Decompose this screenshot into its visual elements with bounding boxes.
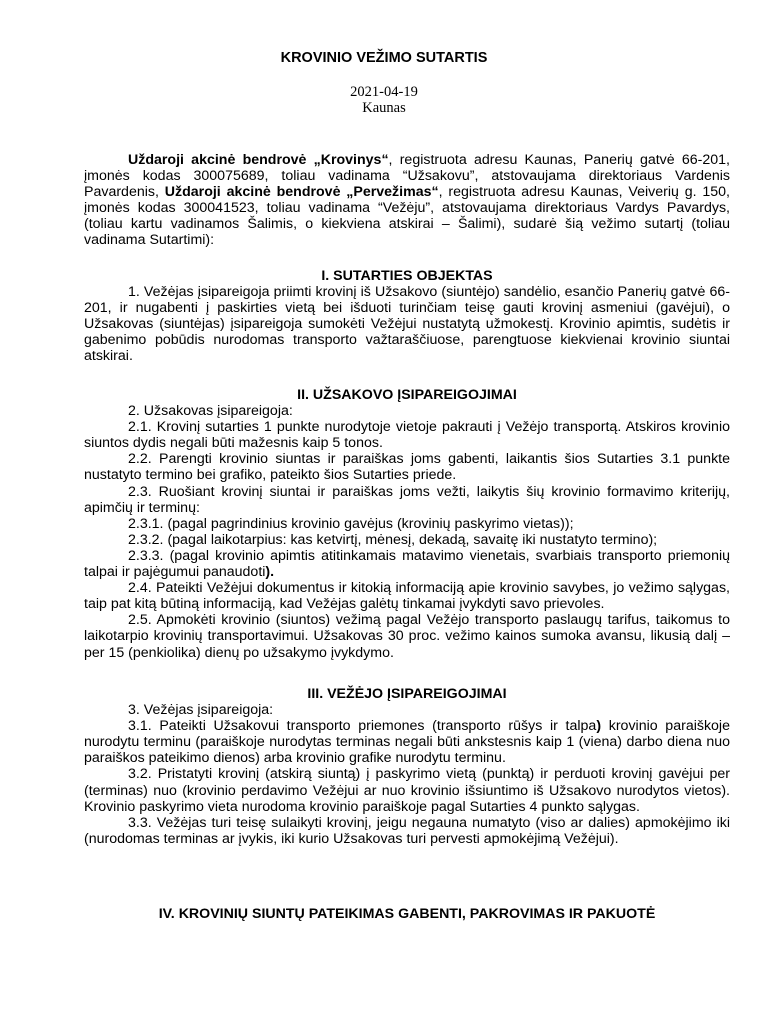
clause-2-3-1: 2.3.1. (pagal pagrindinius krovinio gavėjus (krovinių paskyrimo vietas)); — [128, 515, 574, 532]
clause-2-2: 2.2. Parengti krovinio siuntas ir paraiškas joms gabenti, laikantis šios Sutarties 3.1 punkte nustatyto termino bei grafiko, pateikto šios Sutarties priede. — [84, 451, 730, 484]
section-2 — [84, 387, 730, 661]
contract-city: Kaunas — [362, 100, 406, 116]
clause-2-5: 2.5. Apmokėti krovinio (siuntos) vežimą pagal Vežėjo transporto paslaugų tarifus, taikomus to laikotarpio krovinių transportavimui. Užsakovas 30 proc. vežimo kainos sumoka avansu, likusią dalį – per 15 (penkiolika) dienų po užsakymo įvykdymo. — [84, 612, 730, 661]
clause-3-1-paren: ) — [596, 718, 602, 735]
intro-paragraph — [84, 152, 730, 249]
clause-2-3-3-text: 2.3.3. (pagal krovinio apimtis atitinkamais matavimo vienetais, svarbiais transporto priemonių talpai ir pajėgumui panaudoti — [84, 547, 730, 581]
section-2-heading: II. UŽSAKOVO ĮSIPAREIGOJIMAI — [297, 387, 517, 403]
clause-3-1-text-b: krovinio paraiškoje nurodytu terminu (paraiškoje nurodytas terminas negali būti ankstesnis kaip 1 (viena) darbo diena nuo paraiškos pateikimo dienos) arba krovinio grafike nurodytu terminu. — [84, 718, 730, 767]
clause-2-4: 2.4. Pateikti Vežėjui dokumentus ir kitokią informaciją apie krovinio savybes, jo vežimo sąlygas, taip pat kitą būtiną informaciją, kad Vežėjas galėtų tinkamai įvykdyti savo prievoles. — [84, 580, 730, 613]
clause-1: 1. Vežėjas įsipareigoja priimti krovinį iš Užsakovo (siuntėjo) sandėlio, esančio Panerių gatvė 66-201, ir nugabenti į paskirties vietą bei išduoti turinčiam teisę gauti krovinį asmeniui (gavėjui), o Užsakovas (siuntėjas) įsipareigoja sumokėti Vežėjui nustatytą užmokestį. Krovinio apimtis, sudėtis ir gabenimo pobūdis nurodomas transporto važtaraščiuose, parengtuose kiekvienai krovinio siuntai atskirai. — [84, 284, 730, 365]
section-3 — [84, 686, 730, 847]
section-4-heading: IV. KROVINIŲ SIUNTŲ PATEIKIMAS GABENTI, PAKROVIMAS IR PAKUOTĖ — [158, 906, 656, 922]
clause-3-3: 3.3. Vežėjas turi teisę sulaikyti krovinį, jeigu negauna numatyto (viso ar dalies) apmokėjimo iki (nurodomas terminas ar įvykis, iki kurio Užsakovas turi pervesti apmokėjimą Vežėjui). — [84, 814, 730, 847]
contract-date: 2021-04-19 — [350, 84, 418, 100]
date-place-block — [0, 84, 768, 116]
section-1-heading: I. SUTARTIES OBJEKTAS — [321, 268, 493, 284]
clause-2-3-3 — [84, 548, 730, 580]
party2-name: Uždaroji akcinė bendrovė „Pervežimas“ — [164, 184, 439, 201]
clause-3-1-text-a: 3.1. Pateikti Užsakovui transporto priemones (transporto rūšys ir talpa — [128, 718, 597, 735]
clause-2-3-2: 2.3.2. (pagal laikotarpius: kas ketvirtį, mėnesį, dekadą, savaitę iki nustatyto termino); — [128, 531, 658, 548]
document-title: KROVINIO VEŽIMO SUTARTIS — [280, 50, 488, 66]
party1-name: Uždaroji akcinė bendrovė „Krovinys“ — [128, 152, 389, 168]
intro-paragraph-block — [84, 152, 730, 249]
clause-3-1 — [84, 718, 730, 766]
clause-3: 3. Vežėjas įsipareigoja: — [128, 702, 274, 719]
clause-2-1: 2.1. Krovinį sutarties 1 punkte nurodytoje vietoje pakrauti į Vežėjo transportą. Atskiros krovinio siuntos dydis negali būti mažesnis kaip 5 tonos. — [84, 419, 730, 452]
clause-2-3: 2.3. Ruošiant krovinį siuntai ir paraiškas joms vežti, laikytis šių krovinio formavimo kriterijų, apimčių ir terminų: — [84, 483, 730, 516]
intro-text-1: , registruota adresu Kaunas, Panerių gatvė 66-201, įmonės kodas 300075689, toliau vadinama “Užsakovu”, atstovaujama direktoriaus Vardenis Pavardenis, — [84, 152, 730, 201]
clause-3-2: 3.2. Pristatyti krovinį (atskirą siuntą) į paskyrimo vietą (punktą) ir perduoti krovinį gavėjui per (terminas) nuo (krovinio perdavimo Vežėjui ar nuo krovinio išsiuntimo iš Užsakovo nurodytos vietos). Krovinio paskyrimo vieta nurodoma krovinio paraiškoje pagal Sutarties 4 punkto sąlygas. — [84, 766, 730, 815]
section-4 — [84, 906, 730, 922]
clause-2-3-3-end: ). — [265, 564, 275, 581]
section-1 — [84, 268, 730, 365]
intro-text-2: , registruota adresu Kaunas, Veiverių g. 150, įmonės kodas 300041523, toliau vadinama “Vežėju”, atstovaujama direktoriaus Vardys Pavardys, (toliau kartu vadinamos Šalimis, o kiekviena atskirai – Šalimi), sudarė šią vežimo sutartį (toliau vadinama Sutartimi): — [84, 184, 730, 249]
clause-2: 2. Užsakovas įsipareigoja: — [128, 403, 293, 420]
section-3-heading: III. VEŽĖJO ĮSIPAREIGOJIMAI — [307, 686, 507, 702]
